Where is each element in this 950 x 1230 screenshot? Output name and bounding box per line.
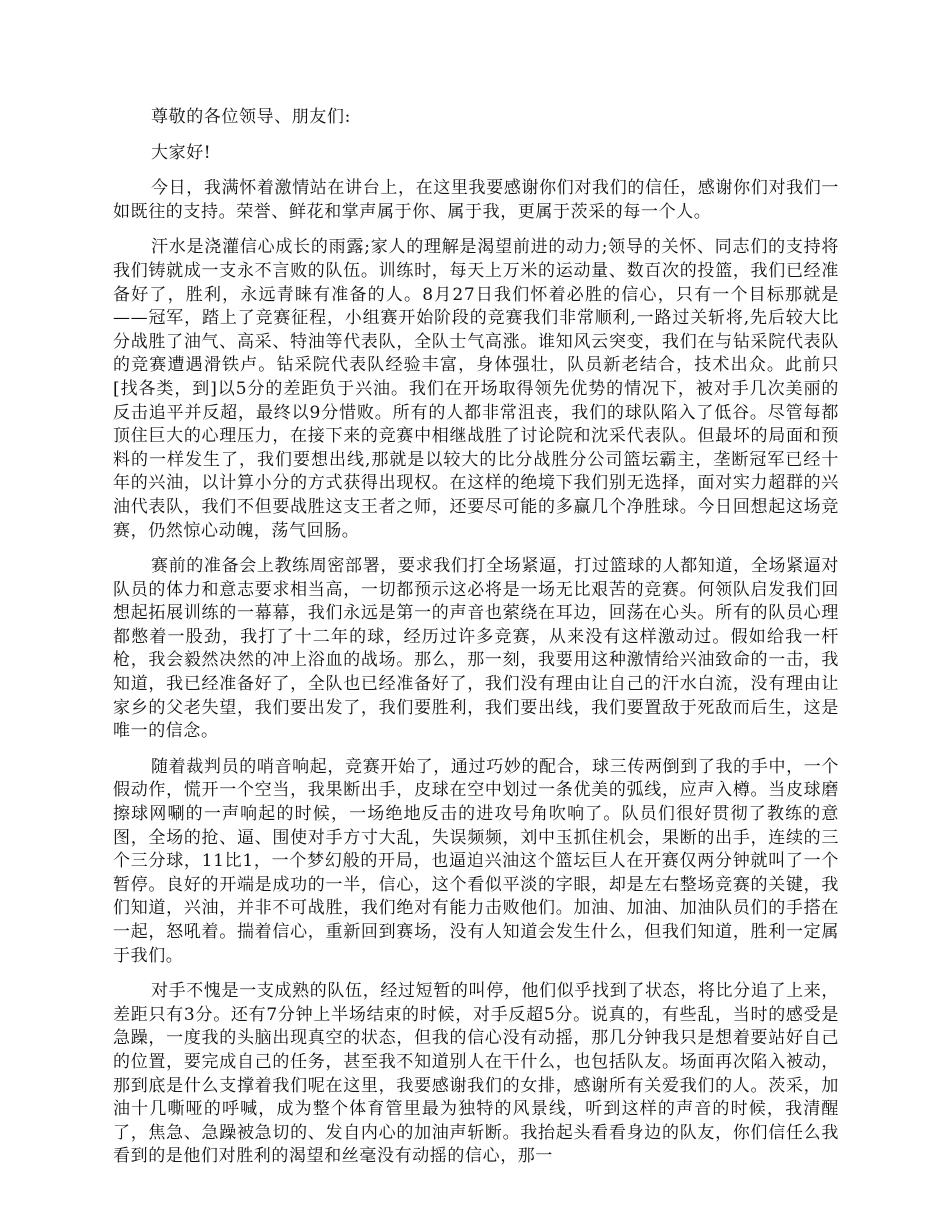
paragraph-4: 随着裁判员的哨音响起，竞赛开始了，通过巧妙的配合，球三传两倒到了我的手中，一个假动作，慌开一个空当，我果断出手，皮球在空中划过一条优美的弧线，应声入樽。当皮球磨擦球网唰的一声响起的时候，一场绝地反击的进攻号角吹响了。队员们很好贯彻了教练的意图，全场的抢、逼、围使对手方寸大乱，失误频频，刘中玉抓住机会，果断的出手，连续的三个三分球，11比1，一个梦幻般的开局，也逼迫兴油这个篮坛巨人在开赛仅两分钟就叫了一个暂停。良好的开端是成功的一半，信心，这个看似平淡的字眼，却是左右整场竞赛的关键，我们知道，兴油，并非不可战胜，我们绝对有能力击败他们。加油、加油、加油队员们的手搭在一起，怒吼着。揣着信心，重新回到赛场，没有人知道会发生什么，但我们知道，胜利一定属于我们。 [113,756,839,966]
paragraph-5: 对手不愧是一支成熟的队伍，经过短暂的叫停，他们似乎找到了状态，将比分追了上来，差距只有3分。还有7分钟上半场结束的时候，对手反超5分。说真的，有些乱，当时的感受是急躁，一度我的头脑出现真空的状态，但我的信心没有动摇，那几分钟我只是想着要站好自己的位置，要完成自己的任务，甚至我不知道别人在干什么，也包括队友。场面再次陷入被动，那到底是什么支撑着我们呢在这里，我要感谢我们的女排，感谢所有关爱我们的人。茨采，加油十几嘶哑的呼喊，成为整个体育管里最为独特的风景线，听到这样的声音的时候，我清醒了，焦急、急躁被急切的、发自内心的加油声斩断。我抬起头看看身边的队友，你们信任么我看到的是他们对胜利的渴望和丝毫没有动摇的信心，那一 [113,981,839,1167]
paragraph-3: 赛前的准备会上教练周密部署，要求我们打全场紧逼，打过篮球的人都知道，全场紧逼对队员的体力和意志要求相当高，一切都预示这必将是一场无比艰苦的竞赛。何领队启发我们回想起拓展训练的一幕幕，我们永远是第一的声音也萦绕在耳边，回荡在心头。所有的队员心理都憋着一股劲，我打了十二年的球，经历过许多竞赛，从来没有这样激动过。假如给我一杆枪，我会毅然决然的冲上浴血的战场。那么，那一刻，我要用这种激情给兴油致命的一击，我知道，我已经准备好了，全队也已经准备好了，我们没有理由让自己的汗水白流，没有理由让家乡的父老失望，我们要出发了，我们要胜利，我们要出线，我们要置敌于死敌而后生，这是唯一的信念。 [113,556,839,742]
document-body [113,106,839,1181]
greeting: 大家好! [151,142,212,163]
paragraph-1: 今日，我满怀着激情站在讲台上，在这里我要感谢你们对我们的信任，感谢你们对我们一如既往的支持。荣誉、鲜花和掌声属于你、属于我，更属于茨采的每一个人。 [113,178,839,222]
paragraph-2: 汗水是浇灌信心成长的雨露;家人的理解是渴望前进的动力;领导的关怀、同志们的支持将我们铸就成一支永不言败的队伍。训练时，每天上万米的运动量、数百次的投篮，我们已经准备好了，胜利，永远青睐有准备的人。8月27日我们怀着必胜的信心，只有一个目标那就是——冠军，踏上了竞赛征程，小组赛开始阶段的竞赛我们非常顺利,一路过关斩将,先后较大比分战胜了油气、高采、特油等代表队，全队士气高涨。谁知风云突变，我们在与钻采院代表队的竞赛遭遇滑铁卢。钻采院代表队经验丰富，身体强壮，队员新老结合，技术出众。此前只[找各类，到]以5分的差距负于兴油。我们在开场取得领先优势的情况下，被对手几次美丽的反击追平并反超，最终以9分惜败。所有的人都非常沮丧，我们的球队陷入了低谷。尽管每都顶住巨大的心理压力，在接下来的竞赛中相继战胜了讨论院和沈采代表队。但最坏的局面和预料的一样发生了，我们要想出线,那就是以较大的比分战胜分公司篮坛霸主，垄断冠军已经十年的兴油，以计算小分的方式获得出现权。在这样的绝境下我们别无选择，面对实力超群的兴油代表队，我们不但要战胜这支王者之师，还要尽可能的多赢几个净胜球。今日回想起这场竞赛，仍然惊心动魄，荡气回肠。 [113,237,839,541]
salutation: 尊敬的各位领导、朋友们: [151,107,351,127]
